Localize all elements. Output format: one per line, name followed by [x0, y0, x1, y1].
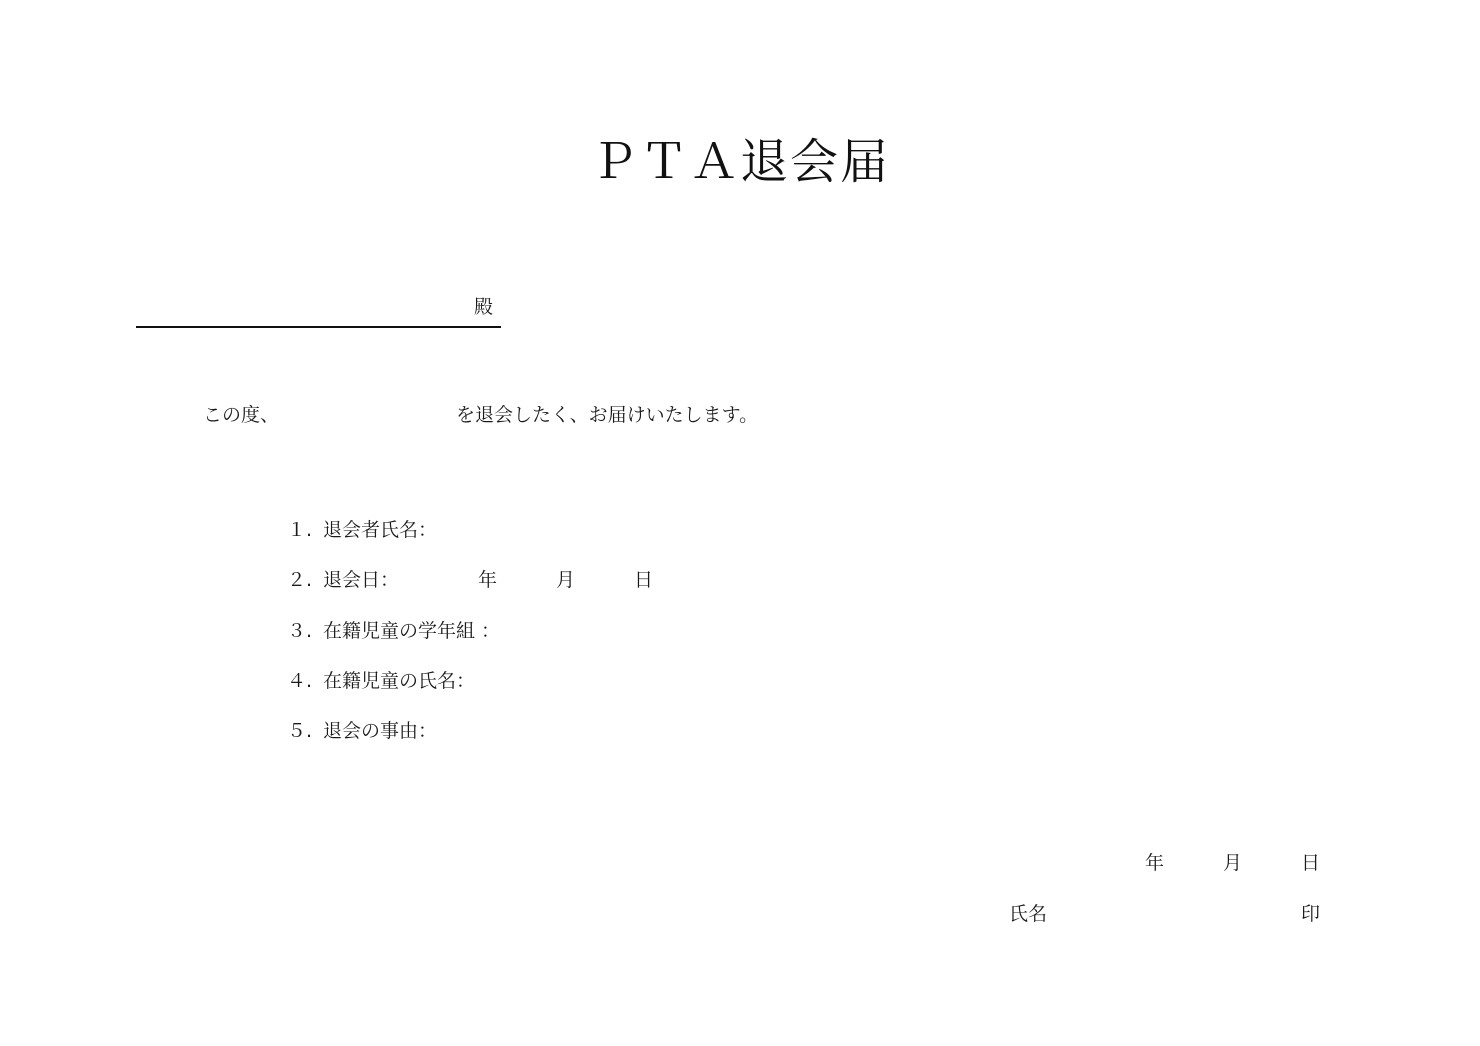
signature-name-label: 氏名: [1009, 903, 1048, 925]
item-child-name: [287, 668, 475, 694]
item-number: ２.: [287, 569, 313, 591]
item-child-grade-class: [287, 618, 500, 644]
item-label: 在籍児童の氏名：: [323, 670, 476, 692]
item-withdrawer-name: [287, 517, 437, 543]
withdrawal-date-month: 月: [556, 569, 576, 591]
item-label: 在籍児童の学年組 ：: [323, 620, 501, 642]
signature-date-day: 日: [1301, 852, 1321, 874]
item-number: １.: [287, 519, 313, 541]
intro-text-suffix: を退会したく、お届けいたします。: [456, 404, 759, 426]
item-label: 退会日：: [323, 569, 400, 591]
document-title: ＰＴＡ退会届: [589, 134, 890, 190]
intro-text-prefix: この度、: [203, 404, 280, 426]
item-number: ４.: [287, 670, 313, 692]
item-number: ３.: [287, 620, 313, 642]
item-withdrawal-reason: [287, 718, 437, 744]
signature-date-month: 月: [1223, 852, 1243, 874]
withdrawal-date-day: 日: [634, 569, 654, 591]
signature-seal-mark: 印: [1301, 903, 1321, 925]
item-label: 退会者氏名：: [323, 519, 438, 541]
item-label: 退会の事由：: [323, 720, 438, 742]
item-number: ５.: [287, 720, 313, 742]
item-withdrawal-date: [287, 567, 399, 593]
withdrawal-date-year: 年: [478, 569, 498, 591]
addressee-line: [136, 292, 501, 328]
signature-date-year: 年: [1145, 852, 1165, 874]
addressee-honorific: 殿: [473, 296, 493, 318]
